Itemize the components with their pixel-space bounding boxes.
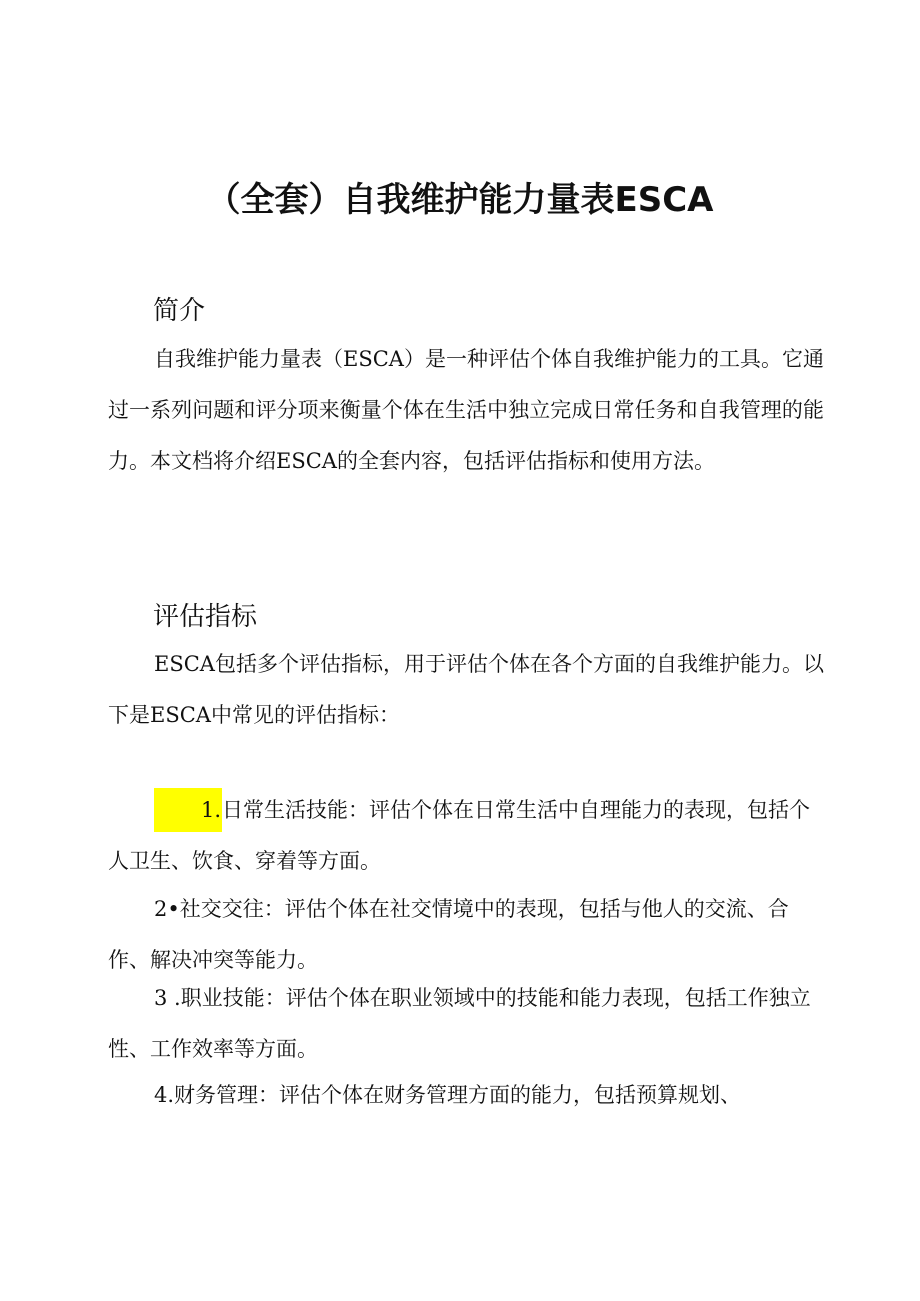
list-item <box>108 973 824 1075</box>
document-title: （全套）自我维护能力量表ESCA <box>206 180 714 220</box>
item-number: 3 . <box>154 986 181 1010</box>
item-text: 日常生活技能：评估个体在日常生活中自理能力的表现，包括个人卫生、饮食、穿着等方面。 <box>108 798 811 873</box>
intro-paragraph: 自我维护能力量表（ESCA）是一种评估个体自我维护能力的工具。它通过一系列问题和评分项来衡量个体在生活中独立完成日常任务和自我管理的能力。本文档将介绍ESCA的全套内容，包括评估指标和使用方法。 <box>108 347 824 473</box>
item-text: 财务管理：评估个体在财务管理方面的能力，包括预算规划、 <box>174 1083 742 1107</box>
item-number-highlighted: 1. <box>154 788 222 832</box>
item-number: 4. <box>154 1083 175 1107</box>
section-heading-indicators: 评估指标 <box>153 602 258 632</box>
list-item <box>108 785 824 887</box>
list-item <box>108 884 824 986</box>
item-text: 社交交往：评估个体在社交情境中的表现，包括与他人的交流、合作、解决冲突等能力。 <box>108 897 789 972</box>
item-text: 职业技能：评估个体在职业领域中的技能和能力表现，包括工作独立性、工作效率等方面。 <box>108 986 811 1061</box>
section-heading-intro: 简介 <box>153 296 206 326</box>
list-item <box>108 1070 824 1121</box>
item-number: 2• <box>154 897 180 921</box>
indicators-paragraph: ESCA包括多个评估指标，用于评估个体在各个方面的自我维护能力。以下是ESCA中常见的评估指标： <box>108 652 824 727</box>
